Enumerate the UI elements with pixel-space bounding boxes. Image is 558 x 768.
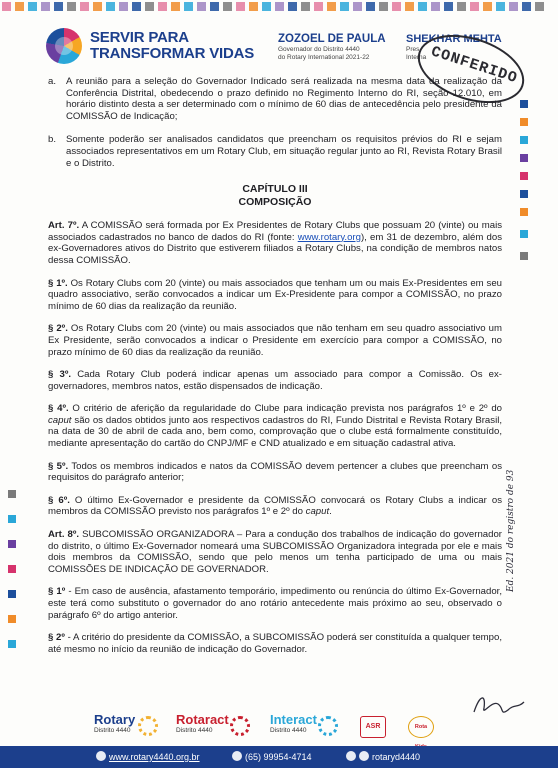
paragraph-label: § 3º. — [48, 369, 72, 381]
district-globe-logo-icon — [46, 28, 82, 64]
top-square — [15, 2, 24, 11]
side-square — [8, 640, 16, 648]
asr-logo-icon: ASR — [360, 716, 386, 738]
top-square — [54, 2, 63, 11]
footer-logos — [0, 708, 558, 744]
paragraph-5 — [48, 461, 502, 484]
top-decorative-squares — [0, 0, 558, 18]
rotary-logo — [94, 712, 135, 734]
top-square — [132, 2, 141, 11]
rotary-wheel-icon — [138, 716, 158, 736]
top-square — [483, 2, 492, 11]
phone-contact — [232, 751, 312, 762]
top-square — [67, 2, 76, 11]
rotary-name: Rotary — [94, 712, 136, 727]
caput-italic: caput — [305, 506, 330, 518]
paragraph-text: - Em caso de ausência, afastamento temporário, impedimento ou renúncia do último Ex-Governador, este terá como substituto o governador do ano rotário antecedente mais próximo ao seu, observado o parágrafo 6º do artigo anterior. — [48, 586, 502, 621]
item-marker: a. — [48, 76, 57, 87]
paragraph-text: Cada Rotary Club poderá indicar apenas um associado para compor a Comissão. Os ex-governadores, membros natos, estão dispensados de indicação. — [48, 369, 502, 392]
social-handle: rotaryd4440 — [372, 752, 421, 762]
governor-name: ZOZOEL DE PAULA — [278, 33, 386, 45]
ri-president-name: SHEKHAR MEHTA — [406, 33, 502, 45]
side-square — [520, 190, 528, 198]
list-item — [48, 76, 502, 122]
interact-logo — [270, 712, 317, 734]
top-square — [262, 2, 271, 11]
top-square — [314, 2, 323, 11]
top-square — [301, 2, 310, 11]
paragraph-1 — [48, 278, 502, 313]
top-square — [223, 2, 232, 11]
rota-kids-logo-icon: Rota — [408, 716, 434, 738]
interact-wheel-icon — [318, 716, 338, 736]
top-square — [379, 2, 388, 11]
top-square — [236, 2, 245, 11]
paragraph-4 — [48, 403, 502, 449]
paragraph-label: § 2º — [48, 632, 65, 644]
paragraph-text: - A critério do presidente da COMISSÃO, a SUBCOMISSÃO poderá ser constituída a qualquer tempo, até mesmo no início da reunião de indicação do Governador. — [48, 632, 502, 655]
caput-italic: caput — [48, 414, 72, 426]
website-link[interactable]: www.rotary4440.org.br — [109, 752, 200, 762]
globe-icon — [96, 751, 106, 761]
top-square — [405, 2, 414, 11]
top-square — [470, 2, 479, 11]
paragraph-text: Os Rotary Clubs com 20 (vinte) ou mais associados que tenham um ou mais Ex-Presidentes em seu quadro associativo, serão convocados a indicar um Ex-Presidente para compor a COMISSÃO, no prazo mínimo de 60 dias da realização da reunião. — [48, 277, 502, 312]
ri-president-title-1: Pres — [406, 46, 420, 53]
article-label: Art. 7º. — [48, 220, 80, 232]
top-square — [275, 2, 284, 11]
handwritten-margin-note: Ed. 2021 do registro de 93 — [506, 469, 516, 592]
paragraph-3 — [48, 369, 502, 392]
top-square — [210, 2, 219, 11]
chapter-heading — [48, 183, 502, 208]
top-square — [106, 2, 115, 11]
item-marker: b. — [48, 134, 57, 146]
document-body — [48, 76, 502, 666]
paragraph-text: Todos os membros indicados e natos da COMISSÃO devem pertencer a clubes que preencham os requisitos do parágrafo anterior; — [48, 460, 502, 484]
chapter-subtitle: COMPOSIÇÃO — [238, 195, 312, 208]
top-square — [418, 2, 427, 11]
rotaract-logo — [176, 712, 229, 734]
article-text-end: ), em 31 de dezembro, além dos ex-Governadores ativos do Distrito que estiverem filiados a Rotary Clubs, na condição de membros natos dessa COMISSÃO. — [48, 231, 502, 266]
article-8-paragraph-1 — [48, 586, 502, 621]
side-square — [8, 515, 16, 523]
top-square — [509, 2, 518, 11]
phone-number: (65) 99954-4714 — [245, 752, 312, 762]
side-square — [520, 230, 528, 238]
paragraph-text-end: são os dados obtidos junto aos respectivos cadastros do RI, Fundo Distrital e Revista Rotary Brasil, na data de 30 de abril de cada ano, bem como, comprovação que o clube está formalmente constituído, mediante apresentação do cartão do CNPJ/MF e CND atualizado e em situação cadastral ativa. — [48, 414, 502, 450]
side-square — [8, 565, 16, 573]
paragraph-text-end: . — [329, 506, 332, 518]
list-item — [48, 134, 502, 169]
article-text: SUBCOMISSÃO ORGANIZADORA – Para a condução dos trabalhos de indicação do governador do distrito, o último Ex-Governador nomeará uma SUBCOMISSÃO Organizadora integrada por ele e mais dois membros da COMISSÃO, sendo que pelo menos um tenha participado de uma ou mais COMISSÕES DE INDICAÇÃO DE GOVERNADOR. — [48, 529, 502, 575]
interact-name: Interact — [270, 712, 317, 727]
top-square — [431, 2, 440, 11]
paragraph-text: Os Rotary Clubs com 20 (vinte) ou mais associados que não tenham em seu quadro associativo um Ex Presidente, serão convocados a indicar o Presidente em exercício para compor a COMISSÃO, no prazo mínimo de 60 dias da realização da reunião. — [48, 323, 502, 358]
article-7 — [48, 220, 502, 266]
top-square — [496, 2, 505, 11]
stamp-text: CONFERIDO — [428, 43, 520, 88]
slogan-line-1: SERVIR PARA — [90, 29, 189, 46]
top-square — [327, 2, 336, 11]
top-square — [171, 2, 180, 11]
footer-contact-bar — [0, 746, 558, 768]
side-square — [520, 172, 528, 180]
governor-block — [278, 33, 398, 62]
governor-title-1: Governador do Distrito 4440 — [278, 46, 360, 53]
item-text: Somente poderão ser analisados candidatos que preencham os requisitos prévios do RI e sejam associados representativos em um Rotary Club, em situação regular junto ao RI, Revista Rotary Brasil e o Distrito. — [66, 134, 502, 169]
article-text: A COMISSÃO será formada por Ex Presidentes de Rotary Clubs que possuam 20 (vinte) ou mais associados cadastrados no banco de dados do RI (fonte: — [48, 220, 502, 243]
top-square — [340, 2, 349, 11]
side-square — [520, 208, 528, 216]
side-square — [8, 590, 16, 598]
top-square — [288, 2, 297, 11]
paragraph-label: § 1º — [48, 586, 66, 598]
top-square — [522, 2, 531, 11]
district-slogan — [90, 30, 254, 62]
rotary-district: Distrito 4440 — [94, 727, 131, 734]
rotaract-wheel-icon — [230, 716, 250, 736]
top-square — [145, 2, 154, 11]
rotaract-district: Distrito 4440 — [176, 727, 213, 734]
top-square — [353, 2, 362, 11]
top-square — [457, 2, 466, 11]
paragraph-label: § 4º. — [48, 403, 69, 415]
top-square — [80, 2, 89, 11]
top-square — [197, 2, 206, 11]
top-square — [119, 2, 128, 11]
paragraph-label: § 2º. — [48, 323, 68, 335]
facebook-icon — [346, 751, 356, 761]
interact-district: Distrito 4440 — [270, 727, 307, 734]
governor-title-2: do Rotary International 2021-22 — [278, 54, 370, 61]
article-8 — [48, 529, 502, 575]
paragraph-text: O último Ex-Governador e presidente da COMISSÃO convocará os Rotary Clubs a indicar os membros da COMISSÃO previsto nos parágrafos 1º e 2º do — [48, 494, 502, 518]
paragraph-2 — [48, 323, 502, 358]
side-square — [520, 100, 528, 108]
slogan-line-2: TRANSFORMAR VIDAS — [90, 45, 255, 62]
chapter-title: CAPÍTULO III — [242, 183, 308, 196]
side-square — [8, 615, 16, 623]
social-contact — [346, 751, 420, 762]
top-square — [28, 2, 37, 11]
top-square — [41, 2, 50, 11]
top-square — [249, 2, 258, 11]
top-square — [93, 2, 102, 11]
top-square — [392, 2, 401, 11]
website-contact — [96, 751, 200, 762]
side-square — [8, 540, 16, 548]
item-text: A reunião para a seleção do Governador Indicado será realizada na mesma data da realização da Conferência Distrital, obedecendo o prazo definido no Regimento Interno do RI, seção 12.010, em horário distinto desta a ser determinado com o mínimo de 60 dias de antecedência pelo presidente da COMISSÃO de Indicação; — [66, 76, 502, 122]
article-label: Art. 8º. — [48, 529, 80, 541]
top-square — [444, 2, 453, 11]
top-square — [184, 2, 193, 11]
side-square — [520, 118, 528, 126]
side-square — [520, 154, 528, 162]
paragraph-label: § 5º. — [48, 460, 69, 472]
top-square — [535, 2, 544, 11]
rotary-website-link[interactable]: www.rotary.org — [297, 231, 361, 243]
side-square — [520, 136, 528, 144]
paragraph-6 — [48, 495, 502, 518]
whatsapp-icon — [232, 751, 242, 761]
paragraph-text: O critério de aferição da regularidade do Clube para indicação prevista nos parágrafos 1º e 2º do — [68, 403, 502, 415]
rotaract-name: Rotaract — [176, 712, 229, 727]
instagram-icon — [359, 751, 369, 761]
side-square — [520, 252, 528, 260]
top-square — [158, 2, 167, 11]
ri-president-title-2: Interna — [406, 54, 427, 61]
side-square — [8, 490, 16, 498]
paragraph-label: § 1º. — [48, 277, 68, 289]
article-8-paragraph-2 — [48, 632, 502, 655]
paragraph-label: § 6º. — [48, 494, 70, 506]
top-square — [2, 2, 11, 11]
top-square — [366, 2, 375, 11]
